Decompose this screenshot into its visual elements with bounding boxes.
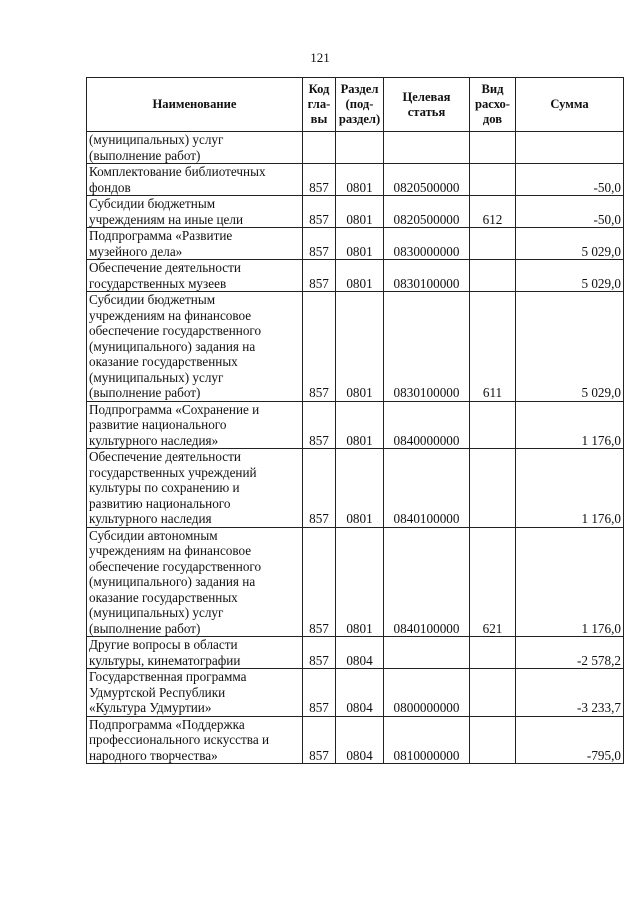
table-row — [87, 164, 624, 196]
cell-name: Субсидии автономным учреждениям на финансовое обеспечение государственного (муниципального) задания на оказание государственных (муниципальных) услуг (выполнение работ) — [87, 527, 303, 637]
table-row — [87, 449, 624, 528]
cell-target: 0840000000 — [384, 401, 470, 449]
cell-name: Подпрограмма «Развитие музейного дела» — [87, 228, 303, 260]
cell-sum: -3 233,7 — [516, 669, 624, 717]
table-row — [87, 669, 624, 717]
table-row — [87, 401, 624, 449]
cell-name: Субсидии бюджетным учреждениям на финансовое обеспечение государственного (муниципального) задания на оказание государственных (муниципальных) услуг (выполнение работ) — [87, 292, 303, 402]
cell-section — [336, 132, 384, 164]
cell-type — [470, 132, 516, 164]
budget-table — [86, 77, 624, 764]
table-header-row — [87, 78, 624, 132]
cell-section: 0801 — [336, 449, 384, 528]
cell-type — [470, 669, 516, 717]
cell-sum: -795,0 — [516, 716, 624, 764]
cell-target: 0810000000 — [384, 716, 470, 764]
table-body — [87, 132, 624, 764]
cell-section: 0801 — [336, 260, 384, 292]
cell-type: 611 — [470, 292, 516, 402]
cell-type — [470, 401, 516, 449]
page-number: 121 — [310, 50, 330, 65]
cell-section: 0801 — [336, 401, 384, 449]
cell-type: 612 — [470, 196, 516, 228]
cell-code — [303, 132, 336, 164]
cell-target: 0830100000 — [384, 292, 470, 402]
cell-name: Государственная программа Удмуртской Республики «Культура Удмуртии» — [87, 669, 303, 717]
cell-section: 0804 — [336, 716, 384, 764]
cell-target: 0820500000 — [384, 164, 470, 196]
table-row — [87, 292, 624, 402]
table-row — [87, 527, 624, 637]
cell-target — [384, 132, 470, 164]
cell-section: 0801 — [336, 292, 384, 402]
cell-sum: 1 176,0 — [516, 527, 624, 637]
cell-name: Подпрограмма «Сохранение и развитие национального культурного наследия» — [87, 401, 303, 449]
cell-target: 0830100000 — [384, 260, 470, 292]
header-code: Код гла- вы — [303, 78, 336, 132]
cell-code: 857 — [303, 527, 336, 637]
table-row — [87, 716, 624, 764]
cell-code: 857 — [303, 196, 336, 228]
cell-target — [384, 637, 470, 669]
cell-sum: 1 176,0 — [516, 449, 624, 528]
table-row — [87, 132, 624, 164]
cell-code: 857 — [303, 260, 336, 292]
cell-code: 857 — [303, 716, 336, 764]
cell-section: 0801 — [336, 228, 384, 260]
cell-type — [470, 637, 516, 669]
header-target: Целевая статья — [384, 78, 470, 132]
cell-name: Обеспечение деятельности государственных музеев — [87, 260, 303, 292]
cell-section: 0801 — [336, 196, 384, 228]
cell-target: 0830000000 — [384, 228, 470, 260]
cell-sum: -50,0 — [516, 164, 624, 196]
cell-sum: 5 029,0 — [516, 292, 624, 402]
cell-name: Обеспечение деятельности государственных учреждений культуры по сохранению и развитию национального культурного наследия — [87, 449, 303, 528]
cell-sum: 5 029,0 — [516, 260, 624, 292]
table-row — [87, 260, 624, 292]
table-row — [87, 196, 624, 228]
cell-code: 857 — [303, 669, 336, 717]
header-name: Наименование — [87, 78, 303, 132]
cell-section: 0801 — [336, 164, 384, 196]
cell-target: 0820500000 — [384, 196, 470, 228]
cell-target: 0800000000 — [384, 669, 470, 717]
cell-code: 857 — [303, 228, 336, 260]
cell-section: 0804 — [336, 669, 384, 717]
cell-type — [470, 449, 516, 528]
cell-type — [470, 164, 516, 196]
cell-sum: 5 029,0 — [516, 228, 624, 260]
cell-sum: 1 176,0 — [516, 401, 624, 449]
header-sum: Сумма — [516, 78, 624, 132]
cell-code: 857 — [303, 449, 336, 528]
cell-type — [470, 228, 516, 260]
cell-sum: -50,0 — [516, 196, 624, 228]
cell-code: 857 — [303, 637, 336, 669]
cell-type: 621 — [470, 527, 516, 637]
cell-name: (муниципальных) услуг (выполнение работ) — [87, 132, 303, 164]
table-row — [87, 637, 624, 669]
cell-name: Субсидии бюджетным учреждениям на иные цели — [87, 196, 303, 228]
cell-code: 857 — [303, 401, 336, 449]
cell-code: 857 — [303, 164, 336, 196]
header-type: Вид расхо- дов — [470, 78, 516, 132]
cell-sum: -2 578,2 — [516, 637, 624, 669]
table-row — [87, 228, 624, 260]
cell-type — [470, 260, 516, 292]
cell-target: 0840100000 — [384, 449, 470, 528]
cell-name: Другие вопросы в области культуры, кинематографии — [87, 637, 303, 669]
cell-sum — [516, 132, 624, 164]
cell-type — [470, 716, 516, 764]
header-section: Раздел (под- раздел) — [336, 78, 384, 132]
cell-name: Подпрограмма «Поддержка профессионального искусства и народного творчества» — [87, 716, 303, 764]
cell-section: 0804 — [336, 637, 384, 669]
cell-target: 0840100000 — [384, 527, 470, 637]
cell-section: 0801 — [336, 527, 384, 637]
cell-code: 857 — [303, 292, 336, 402]
cell-name: Комплектование библиотечных фондов — [87, 164, 303, 196]
